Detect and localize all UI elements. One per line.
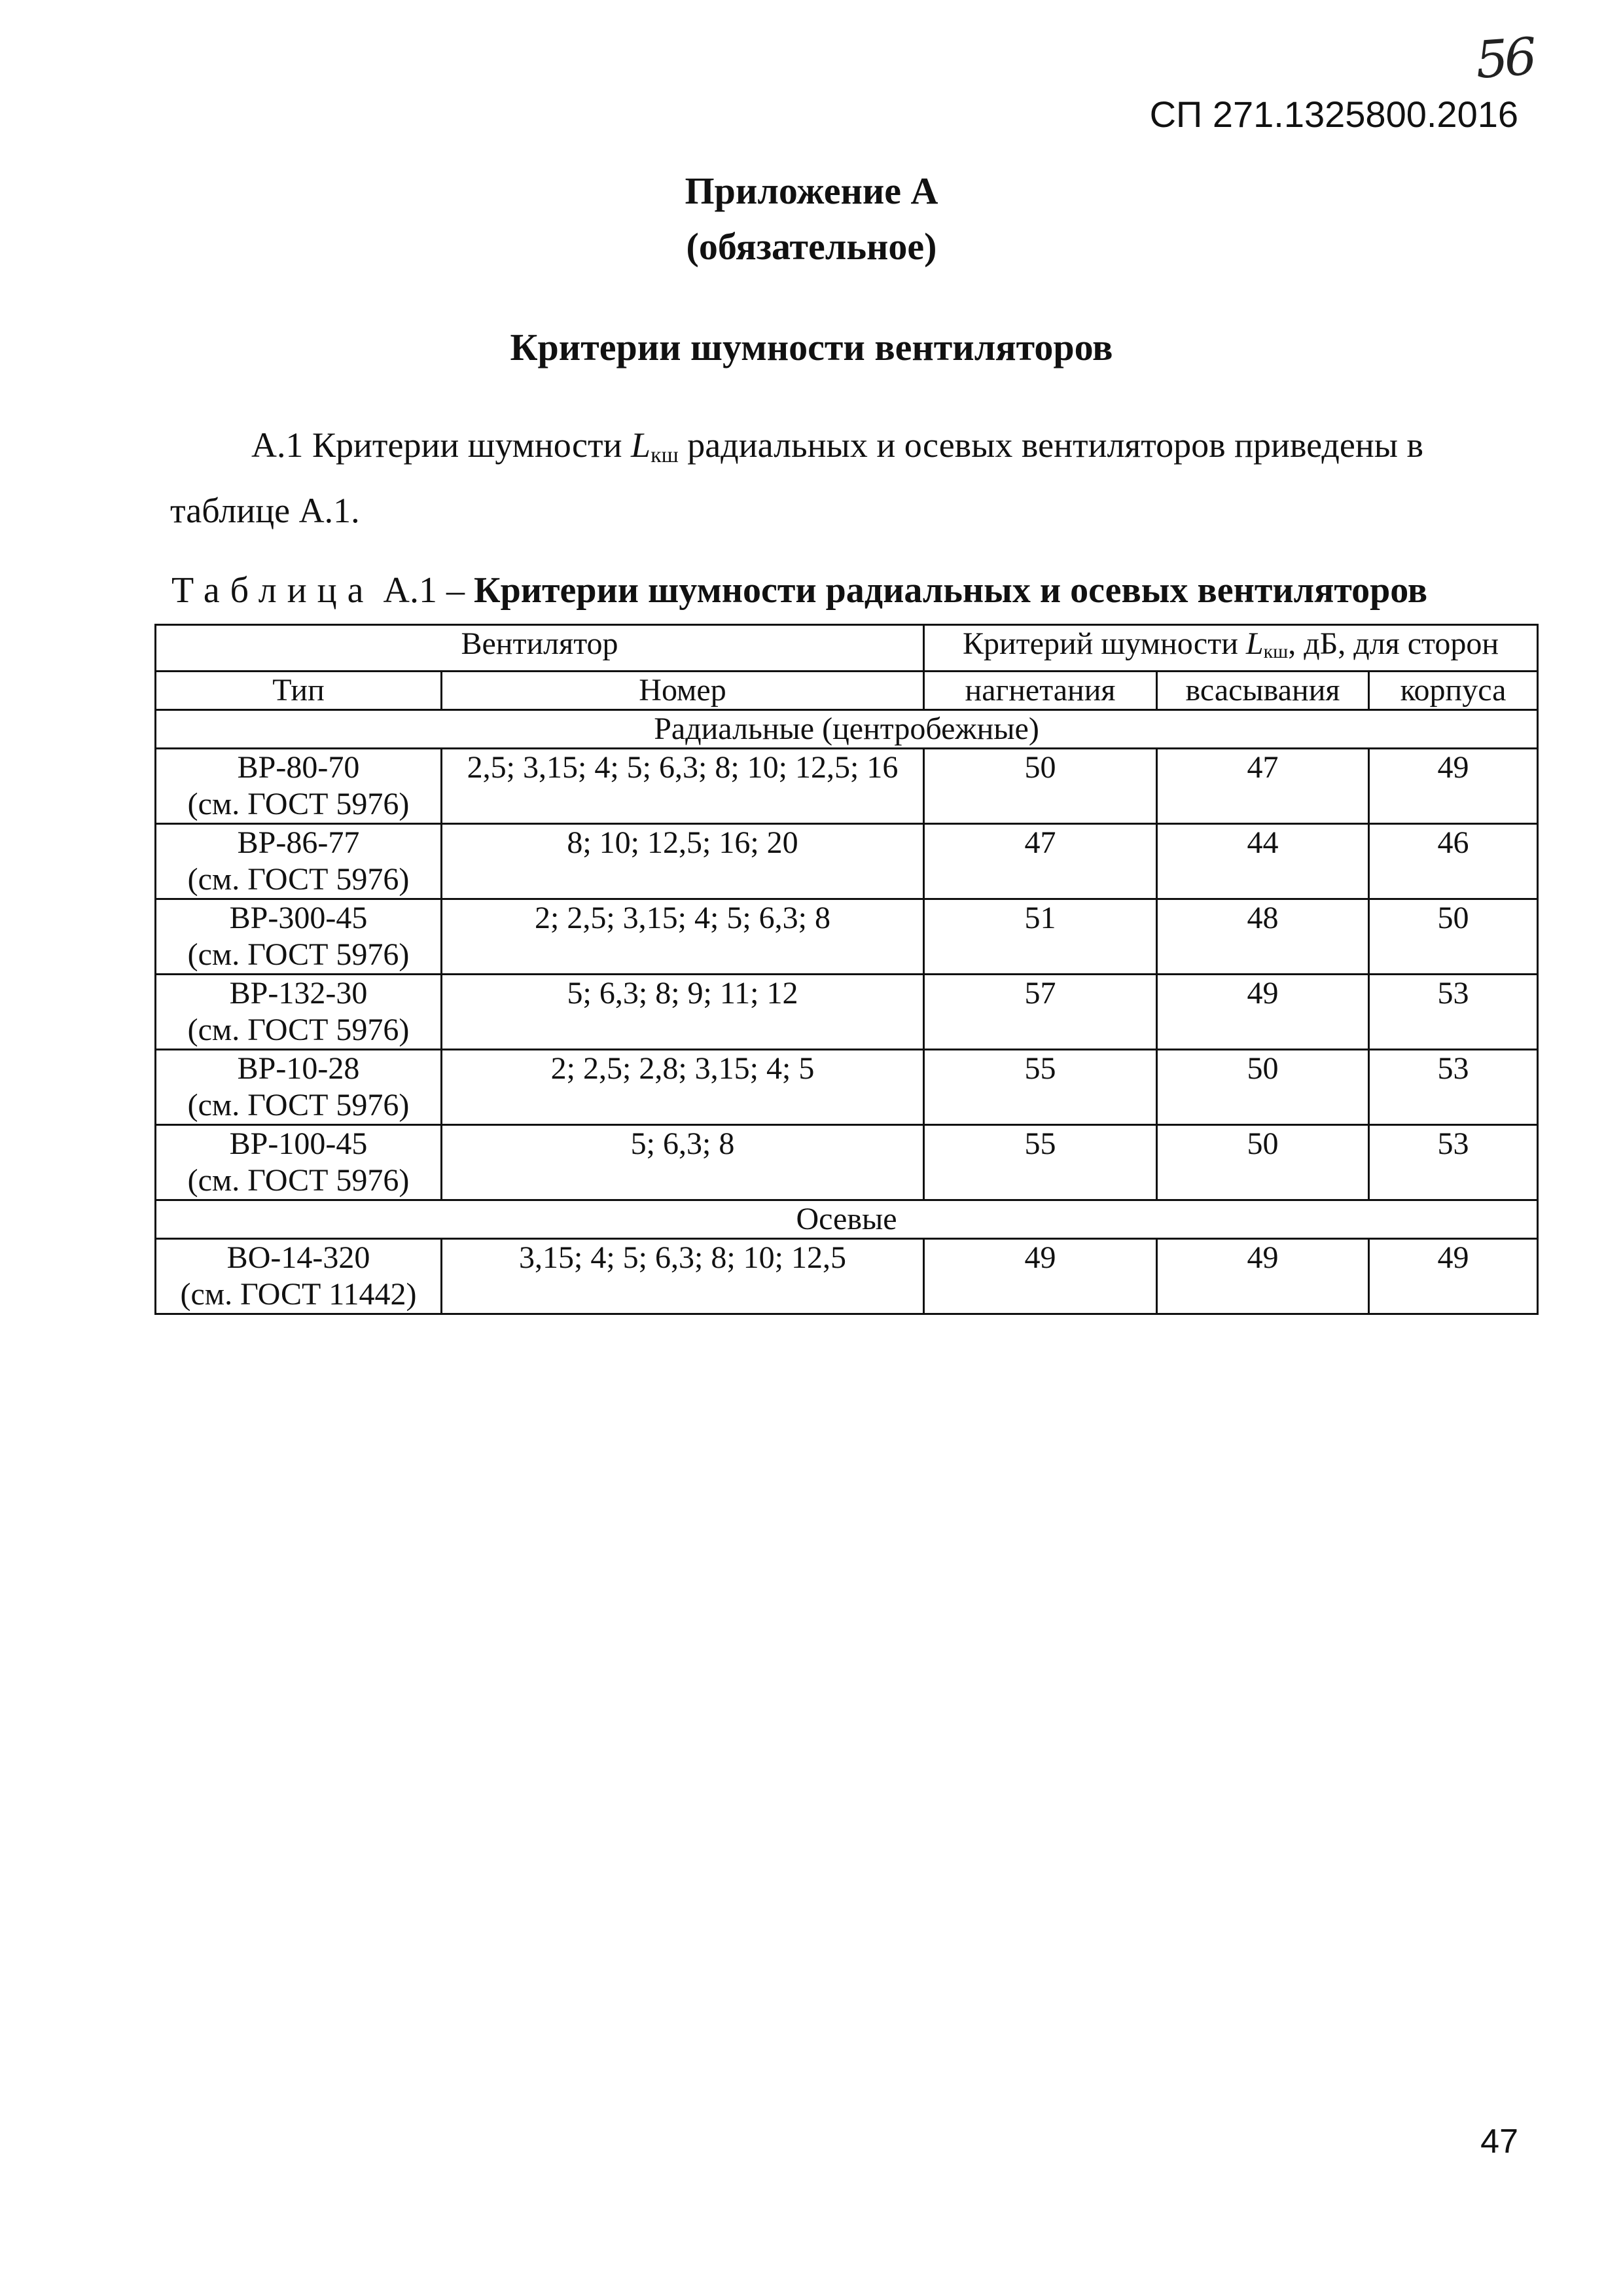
- group-radial-label: Радиальные (центробежные): [156, 710, 1538, 749]
- suction-value: 48: [1157, 899, 1369, 975]
- fan-type: ВР-300-45: [229, 901, 368, 935]
- fan-standard: (см. ГОСТ 5976): [187, 1163, 410, 1198]
- discharge-value: 49: [924, 1239, 1157, 1314]
- fan-type-cell: [156, 1125, 442, 1200]
- paragraph-suffix: радиальных и осевых вентиляторов приведены в таблице А.1.: [170, 425, 1423, 530]
- table-caption-number: А.1 –: [383, 570, 465, 611]
- fan-standard: (см. ГОСТ 5976): [187, 862, 410, 897]
- group-axial-label: Осевые: [156, 1200, 1538, 1239]
- fan-type-cell: [156, 824, 442, 899]
- page-number: 47: [1480, 2123, 1518, 2161]
- fan-numbers: 2; 2,5; 2,8; 3,15; 4; 5: [442, 1050, 924, 1125]
- fan-type-cell: [156, 975, 442, 1050]
- table-caption-label: Таблица: [171, 570, 374, 611]
- fan-type: ВР-10-28: [237, 1051, 360, 1086]
- table-subheader-row: [156, 672, 1538, 710]
- discharge-value: 50: [924, 749, 1157, 824]
- table-row: [156, 1125, 1538, 1200]
- fan-numbers: 8; 10; 12,5; 16; 20: [442, 824, 924, 899]
- table-row: [156, 749, 1538, 824]
- fan-numbers: 5; 6,3; 8: [442, 1125, 924, 1200]
- header-discharge: нагнетания: [924, 672, 1157, 710]
- suction-value: 50: [1157, 1125, 1369, 1200]
- casing-value: 53: [1369, 1050, 1538, 1125]
- table-row: [156, 1239, 1538, 1314]
- appendix-title: Приложение А: [685, 170, 938, 212]
- symbol-subscript: кш: [651, 443, 679, 467]
- header-suction: всасывания: [1157, 672, 1369, 710]
- discharge-value: 47: [924, 824, 1157, 899]
- header-fan: Вентилятор: [156, 625, 924, 672]
- document-code: СП 271.1325800.2016: [1149, 94, 1518, 135]
- discharge-value: 55: [924, 1050, 1157, 1125]
- noise-criteria-table: [154, 624, 1539, 1315]
- header-type: Тип: [156, 672, 442, 710]
- casing-value: 50: [1369, 899, 1538, 975]
- appendix-type: (обязательное): [686, 225, 937, 268]
- table-row: [156, 975, 1538, 1050]
- fan-numbers: 2; 2,5; 3,15; 4; 5; 6,3; 8: [442, 899, 924, 975]
- handwritten-page-mark: 56: [1473, 27, 1535, 90]
- fan-type-cell: [156, 899, 442, 975]
- group-row-radial: [156, 710, 1538, 749]
- section-title: Критерии шумности вентиляторов: [510, 326, 1113, 368]
- intro-paragraph: [170, 418, 1531, 538]
- fan-type: ВР-100-45: [229, 1126, 368, 1161]
- casing-value: 46: [1369, 824, 1538, 899]
- fan-type: ВР-132-30: [229, 976, 368, 1011]
- fan-numbers: 2,5; 3,15; 4; 5; 6,3; 8; 10; 12,5; 16: [442, 749, 924, 824]
- fan-type: ВР-80-70: [237, 750, 360, 785]
- casing-value: 53: [1369, 1125, 1538, 1200]
- suction-value: 44: [1157, 824, 1369, 899]
- header-number: Номер: [442, 672, 924, 710]
- discharge-value: 51: [924, 899, 1157, 975]
- fan-numbers: 3,15; 4; 5; 6,3; 8; 10; 12,5: [442, 1239, 924, 1314]
- header-criterion-symbol: L: [1245, 626, 1264, 661]
- fan-standard: (см. ГОСТ 5976): [187, 787, 410, 821]
- discharge-value: 57: [924, 975, 1157, 1050]
- table-row: [156, 824, 1538, 899]
- fan-type: ВР-86-77: [237, 825, 360, 860]
- fan-type: ВО-14-320: [226, 1240, 370, 1275]
- table-header-row: [156, 625, 1538, 672]
- paragraph-prefix: А.1 Критерии шумности: [251, 425, 632, 465]
- table-caption: [171, 569, 1427, 611]
- header-casing: корпуса: [1369, 672, 1538, 710]
- header-criterion-prefix: Критерий шумности: [962, 626, 1246, 661]
- group-row-axial: [156, 1200, 1538, 1239]
- fan-type-cell: [156, 1050, 442, 1125]
- casing-value: 49: [1369, 749, 1538, 824]
- fan-numbers: 5; 6,3; 8; 9; 11; 12: [442, 975, 924, 1050]
- header-criterion: [924, 625, 1538, 672]
- header-criterion-subscript: кш: [1263, 641, 1289, 662]
- fan-standard: (см. ГОСТ 5976): [187, 937, 410, 972]
- fan-standard: (см. ГОСТ 11442): [180, 1277, 417, 1312]
- fan-standard: (см. ГОСТ 5976): [187, 1088, 410, 1122]
- table-row: [156, 899, 1538, 975]
- table-row: [156, 1050, 1538, 1125]
- casing-value: 53: [1369, 975, 1538, 1050]
- symbol-L: L: [631, 425, 651, 465]
- casing-value: 49: [1369, 1239, 1538, 1314]
- fan-type-cell: [156, 1239, 442, 1314]
- suction-value: 49: [1157, 975, 1369, 1050]
- suction-value: 47: [1157, 749, 1369, 824]
- header-criterion-suffix: , дБ, для сторон: [1288, 626, 1499, 661]
- suction-value: 50: [1157, 1050, 1369, 1125]
- table-caption-title: Критерии шумности радиальных и осевых вентиляторов: [473, 570, 1428, 611]
- suction-value: 49: [1157, 1239, 1369, 1314]
- fan-type-cell: [156, 749, 442, 824]
- fan-standard: (см. ГОСТ 5976): [187, 1013, 410, 1047]
- discharge-value: 55: [924, 1125, 1157, 1200]
